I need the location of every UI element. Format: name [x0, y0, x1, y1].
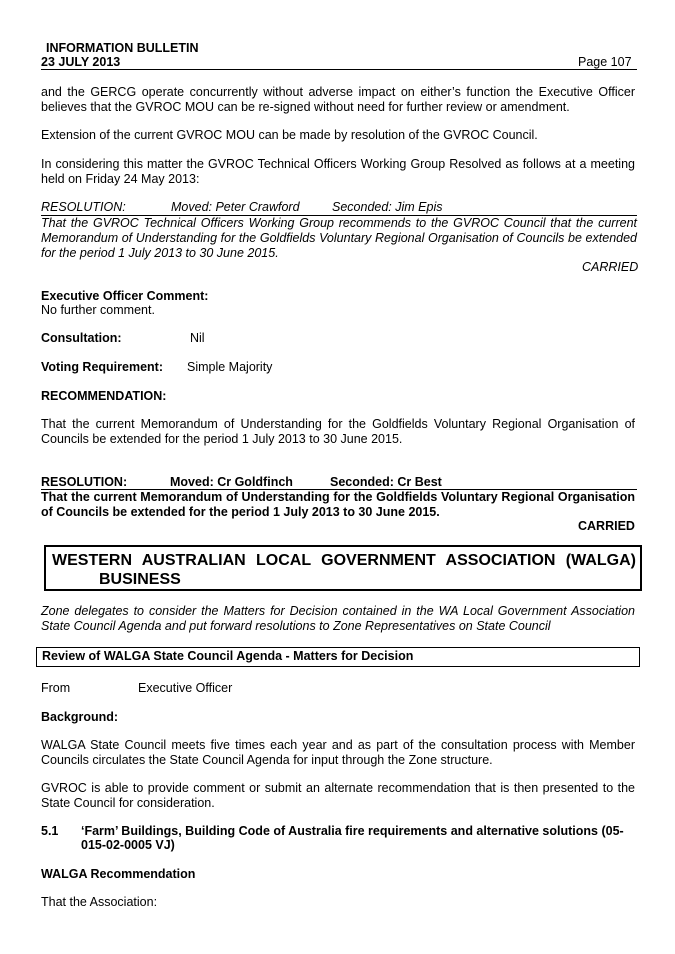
paragraph-mou-concurrent: and the GERCG operate concurrently without adverse impact on either’s function the Executive Officer believes that the GVROC MOU can be re-signed without need for further review or amendment. [41, 85, 635, 114]
recommendation-heading: RECOMMENDATION: [41, 389, 167, 403]
walga-recommendation-text: That the Association: [41, 895, 158, 909]
walga-section-box [44, 545, 642, 591]
resolution-seconded: Seconded: Cr Best [330, 475, 442, 489]
background-paragraph-2: GVROC is able to provide comment or submit an alternate recommendation that is then presented to the State Council for consideration. [41, 781, 635, 810]
consultation-value: Nil [190, 331, 205, 345]
walga-intro: Zone delegates to consider the Matters for Decision contained in the WA Local Government Association State Council Agenda and put forward resolutions to Zone Representatives on State Council [41, 604, 635, 633]
review-title: Review of WALGA State Council Agenda - Matters for Decision [42, 649, 414, 663]
voting-label: Voting Requirement: [41, 360, 163, 374]
background-paragraph-1: WALGA State Council meets five times each year and as part of the consultation process with Member Councils circulates the State Council Agenda for input through the Zone structure. [41, 738, 635, 767]
resolution-text: That the GVROC Technical Officers Working Group recommends to the GVROC Council that the current Memorandum of Understanding for the Goldfields Voluntary Regional Organisation of Councils be extended for the period 1 July 2013 to 30 June 2015. [41, 216, 637, 260]
paragraph-technical-officers: In considering this matter the GVROC Technical Officers Working Group Resolved as follows at a meeting held on Friday 24 May 2013: [41, 157, 635, 186]
resolution-status: CARRIED [578, 519, 635, 533]
walga-recommendation-heading: WALGA Recommendation [41, 867, 196, 881]
recommendation-text: That the current Memorandum of Understanding for the Goldfields Voluntary Regional Organisation of Councils be extended for the period 1 July 2013 to 30 June 2015. [41, 417, 635, 446]
resolution-status: CARRIED [582, 260, 639, 274]
item-title-line2: 015-02-0005 VJ) [81, 838, 175, 852]
page-number: Page 107 [578, 55, 632, 69]
header-rule [41, 69, 637, 70]
resolution-label: RESOLUTION: [41, 475, 128, 489]
from-value: Executive Officer [138, 681, 233, 695]
walga-section-title-line2: BUSINESS [99, 571, 181, 588]
background-heading: Background: [41, 710, 119, 724]
consultation-label: Consultation: [41, 331, 122, 345]
from-label: From [41, 681, 71, 695]
resolution-moved: Moved: Cr Goldfinch [170, 475, 293, 489]
bulletin-date: 23 JULY 2013 [41, 55, 121, 69]
resolution-seconded: Seconded: Jim Epis [332, 200, 443, 214]
walga-section-title-line1: WESTERN AUSTRALIAN LOCAL GOVERNMENT ASSOCIATION (WALGA) [52, 552, 636, 569]
eo-comment-text: No further comment. [41, 303, 155, 317]
eo-comment-heading: Executive Officer Comment: [41, 289, 209, 303]
resolution-text: That the current Memorandum of Understanding for the Goldfields Voluntary Regional Organisation of Councils be extended for the period 1 July 2013 to 30 June 2015. [41, 490, 635, 519]
bulletin-title: INFORMATION BULLETIN [46, 41, 199, 55]
resolution-moved: Moved: Peter Crawford [171, 200, 300, 214]
resolution-label: RESOLUTION: [41, 200, 126, 214]
review-title-box [36, 647, 640, 667]
voting-value: Simple Majority [187, 360, 273, 374]
item-title-line1: ‘Farm’ Buildings, Building Code of Australia fire requirements and alternative solutions (05- [81, 824, 624, 838]
paragraph-extension: Extension of the current GVROC MOU can be made by resolution of the GVROC Council. [41, 128, 538, 142]
item-number: 5.1 [41, 824, 59, 838]
